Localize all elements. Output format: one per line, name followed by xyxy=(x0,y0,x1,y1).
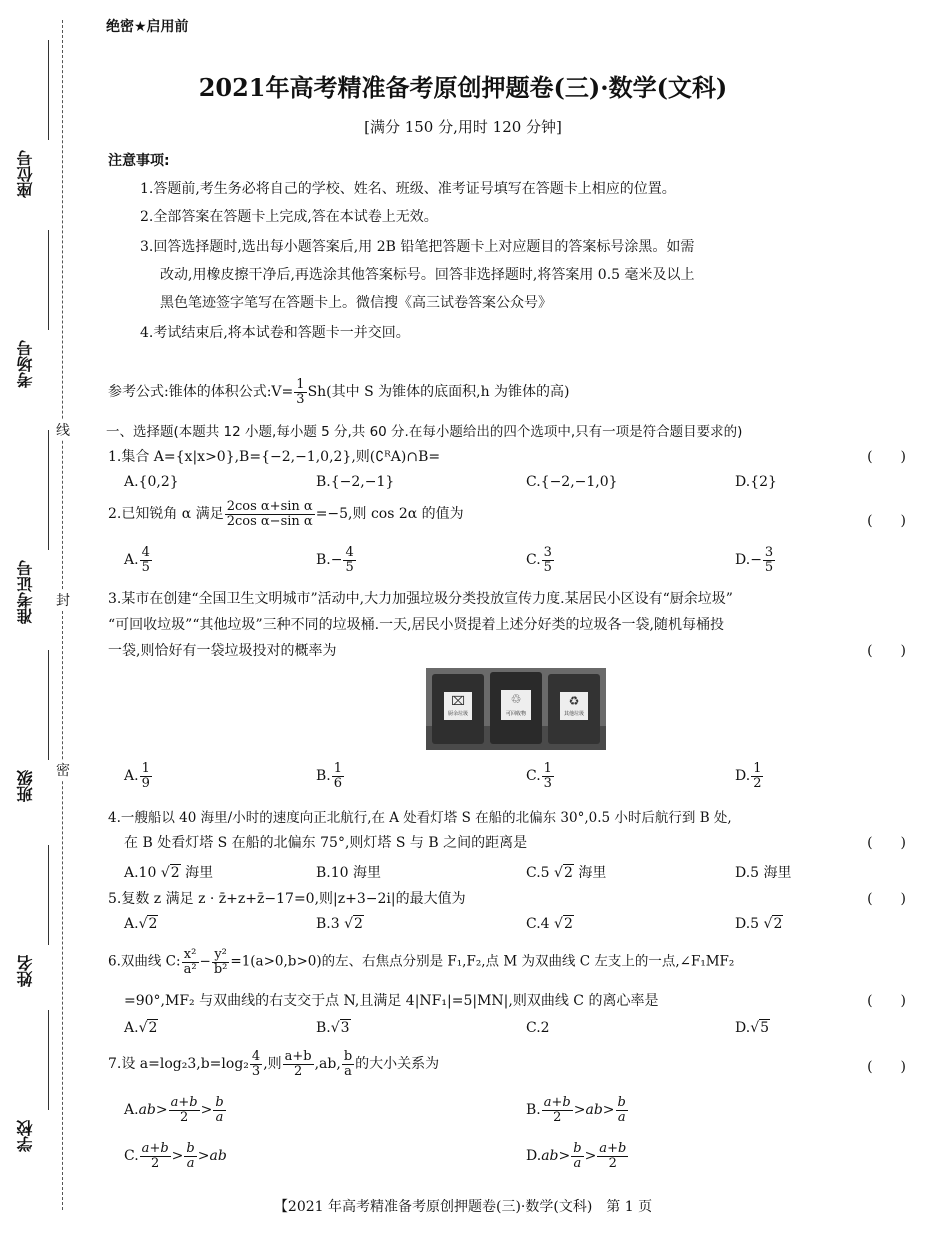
option-num: 1 xyxy=(333,761,343,776)
q3-option-d[interactable] xyxy=(735,762,764,790)
bin-recyclable xyxy=(490,672,542,744)
frac-num: 4 xyxy=(251,1049,261,1064)
admission-number-blank[interactable] xyxy=(48,430,49,550)
q3-option-b[interactable] xyxy=(316,762,345,790)
q2-fraction xyxy=(225,500,315,528)
q1-option-a[interactable]: A.{0,2} xyxy=(124,474,179,490)
option-fraction xyxy=(751,762,763,790)
formula-fraction xyxy=(294,378,306,406)
trash-bins-photo xyxy=(426,668,606,750)
option-label: D.5 xyxy=(735,916,760,932)
option-label: D. xyxy=(735,552,751,569)
bin-kitchen xyxy=(432,674,484,744)
q6-frac-y xyxy=(212,948,230,976)
q2-option-a[interactable] xyxy=(124,546,153,574)
frac-den: 2 xyxy=(293,1063,303,1079)
answer-paren[interactable]: ( ) xyxy=(867,835,906,851)
option-den: 5 xyxy=(764,559,774,575)
q5-option-c[interactable]: C.4 √2 xyxy=(526,916,573,932)
answer-paren[interactable]: ( ) xyxy=(867,643,906,659)
option-fraction xyxy=(140,546,152,574)
bin-kitchen-label: 厨余垃圾 xyxy=(447,711,468,717)
notice-item: 4.考试结束后,将本试卷和答题卡一并交回。 xyxy=(140,325,410,341)
q2-suffix: =−5,则 cos 2α 的值为 xyxy=(315,506,464,523)
option-num: 3 xyxy=(764,545,774,560)
frac-num: a+b xyxy=(284,1049,312,1064)
q7-option-d[interactable]: D.ab> $\frac{b}{a}$ > $\frac{a+b}{2}$ xyxy=(526,1141,627,1171)
seal-char-line: 线 xyxy=(56,420,70,440)
school-blank[interactable] xyxy=(48,1010,49,1110)
notice-item: 改动,用橡皮擦干净后,再选涂其他答案标号。回答非选择题时,将答案用 0.5 毫米及以上 xyxy=(160,267,695,283)
q1-option-d[interactable]: D.{2} xyxy=(735,474,777,490)
question-3-line: 一袋,则恰好有一袋垃圾投对的概率为 xyxy=(108,643,337,659)
option-label: C.5 xyxy=(526,865,550,881)
option-radicand: 2 xyxy=(148,1020,158,1036)
frac-num: b xyxy=(343,1049,353,1064)
frac-den: b² xyxy=(213,961,228,977)
option-label: B. xyxy=(316,552,331,569)
option-label: A. xyxy=(124,768,139,785)
option-num: 4 xyxy=(141,545,150,560)
q6-option-c[interactable] xyxy=(526,1020,550,1036)
q6-option-a[interactable]: A.√2 xyxy=(124,1020,158,1036)
other-waste-icon: ♻ xyxy=(568,694,580,708)
seal-char-seal: 封 xyxy=(56,590,70,610)
option-label: C. xyxy=(526,552,541,569)
question-3-line: “可回收垃圾”“其他垃圾”三种不同的垃圾桶.一天,居民小贤提着上述分好类的垃圾各一袋,随机每桶投 xyxy=(108,617,724,633)
q4-option-a[interactable]: A.10 √2 海里 xyxy=(124,865,214,881)
q1-option-b[interactable]: B.{−2,−1} xyxy=(316,474,395,490)
q7-frac-b xyxy=(250,1050,262,1078)
option-fraction xyxy=(332,762,344,790)
q7-mid: ,则 xyxy=(263,1056,282,1073)
frac-den: a xyxy=(344,1063,352,1079)
name-blank[interactable] xyxy=(48,845,49,945)
option-label: B. xyxy=(316,768,331,785)
option-radicand: 2 xyxy=(170,865,180,881)
q6-line1-suffix: =1(a>0,b>0)的左、右焦点分别是 F₁,F₂,点 M 为双曲线 C 左支上的一点,∠F₁MF₂ xyxy=(230,953,735,970)
option-unit: 海里 xyxy=(573,865,607,881)
q4-option-d[interactable] xyxy=(735,862,792,882)
option-den: 9 xyxy=(141,775,150,791)
option-label: A. xyxy=(124,1020,139,1036)
option-label: C.4 xyxy=(526,916,550,932)
option-label: B.10 海里 xyxy=(316,865,382,881)
notice-item: 3.回答选择题时,选出每小题答案后,用 2B 铅笔把答题卡上对应题目的答案标号涂黑。如需 xyxy=(140,239,695,255)
q3-option-c[interactable] xyxy=(526,762,555,790)
q7-mid2: ,ab, xyxy=(314,1056,341,1073)
question-7-stem xyxy=(108,1050,439,1078)
option-radicand: 3 xyxy=(340,1020,350,1036)
question-5-stem: 5.复数 z 满足 z · z̄+z+z̄−17=0,则|z+3−2i|的最大值为 xyxy=(108,891,466,907)
notice-heading: 注意事项: xyxy=(108,153,170,169)
page-footer: 【2021 年高考精准备考原创押题卷(三)·数学(文科) 第 1 页 xyxy=(273,1199,653,1215)
seal-char-secret: 密 xyxy=(56,760,70,780)
recycle-icon: ♲ xyxy=(510,692,522,706)
seat-number-label: 座位号 xyxy=(16,150,35,198)
option-num: 1 xyxy=(543,761,552,776)
option-den: 5 xyxy=(543,559,552,575)
q1-option-c[interactable]: C.{−2,−1,0} xyxy=(526,474,618,490)
reference-formula xyxy=(108,378,570,406)
option-sign: − xyxy=(750,552,762,569)
admission-number-label: 准考证号 xyxy=(16,560,35,624)
school-field xyxy=(14,1120,54,1240)
bin-other-sign xyxy=(560,692,588,720)
q3-option-a[interactable] xyxy=(124,762,153,790)
option-fraction xyxy=(763,546,775,574)
option-num: 1 xyxy=(141,761,150,776)
option-unit: 海里 xyxy=(180,865,214,881)
q5-option-b[interactable]: B.3 √2 xyxy=(316,916,363,932)
option-sign: − xyxy=(330,552,343,569)
formula-num: 1 xyxy=(296,377,305,392)
notice-item: 2.全部答案在答题卡上完成,答在本试卷上无效。 xyxy=(140,209,438,225)
option-fraction xyxy=(542,546,554,574)
option-label: B. xyxy=(316,1020,331,1036)
q5-option-a[interactable]: A.√2 xyxy=(124,916,158,932)
q7-option-c[interactable]: C. $\frac{a+b}{2}$ > $\frac{b}{a}$ >ab xyxy=(124,1141,227,1171)
option-den: 3 xyxy=(543,775,552,791)
q2-option-c[interactable] xyxy=(526,546,555,574)
option-label: A. xyxy=(124,552,139,569)
option-radicand: 2 xyxy=(563,916,573,932)
option-radicand: 2 xyxy=(563,865,573,881)
option-label: C. xyxy=(526,768,541,785)
exam-room-blank[interactable] xyxy=(48,230,49,330)
answer-paren[interactable]: ( ) xyxy=(867,1059,906,1075)
option-label: C.2 xyxy=(526,1020,550,1036)
notice-item: 黑色笔迹签字笔写在答题卡上。微信搜《高三试卷答案公众号》 xyxy=(160,295,552,311)
q7-option-a[interactable]: A.ab> $\frac{a+b}{2}$ > $\frac{b}{a}$ xyxy=(124,1095,224,1125)
school-label: 学校 xyxy=(16,1120,35,1152)
question-4-line: 4.一艘船以 40 海里/小时的速度向正北航行,在 A 处看灯塔 S 在船的北偏东 30°,0.5 小时后航行到 B 处, xyxy=(108,810,732,826)
name-label: 姓名 xyxy=(16,955,35,987)
q4-option-c[interactable]: C.5 √2 海里 xyxy=(526,865,607,881)
option-radicand: 5 xyxy=(760,1020,770,1036)
option-den: 5 xyxy=(345,559,354,575)
option-label: D.5 海里 xyxy=(735,865,792,881)
option-radicand: 2 xyxy=(148,916,158,932)
frac-den: 3 xyxy=(251,1063,261,1079)
question-6-line-2: =90°,MF₂ 与双曲线的右支交于点 N,且满足 4|NF₁|=5|MN|,则双曲线 C 的离心率是 xyxy=(124,993,659,1009)
bin-recyclable-sign xyxy=(501,690,531,720)
formula-suffix: Sh(其中 S 为锥体的底面积,h 为锥体的高) xyxy=(307,384,570,401)
q6-option-d[interactable]: D.√5 xyxy=(735,1020,770,1036)
question-2-stem xyxy=(108,500,464,528)
page-subtitle: [满分 150 分,用时 120 分钟] xyxy=(364,118,562,136)
option-den: 5 xyxy=(141,559,150,575)
option-fraction xyxy=(140,762,152,790)
section-heading: 一、选择题(本题共 12 小题,每小题 5 分,共 60 分.在每小题给出的四个选项中,只有一项是符合题目要求的) xyxy=(106,424,743,440)
formula-prefix: 参考公式:锥体的体积公式:V= xyxy=(108,384,294,401)
answer-paren[interactable]: ( ) xyxy=(867,449,906,465)
option-den: 6 xyxy=(333,775,343,791)
option-fraction xyxy=(542,762,554,790)
q7-frac-avg xyxy=(283,1050,314,1078)
question-1-stem: 1.集合 A={x|x>0},B={−2,−1,0,2},则(∁ᴿA)∩B= xyxy=(108,449,441,465)
frac-num: y² xyxy=(212,948,230,963)
option-label: A. xyxy=(124,916,139,932)
q7-option-b[interactable]: B. $\frac{a+b}{2}$ >ab> $\frac{b}{a}$ xyxy=(526,1095,626,1125)
q6-frac-x xyxy=(182,948,199,976)
option-label: A. xyxy=(124,1102,139,1119)
bin-other xyxy=(548,674,600,744)
option-label: A.10 xyxy=(124,865,157,881)
q2-den: 2cos α−sin α xyxy=(226,513,313,529)
option-radicand: 2 xyxy=(773,916,783,932)
option-den: 2 xyxy=(753,775,762,791)
frac-den: a² xyxy=(183,961,197,977)
binding-line xyxy=(62,20,63,1210)
formula-den: 3 xyxy=(296,391,305,407)
option-label: D. xyxy=(735,768,751,785)
option-label: B.3 xyxy=(316,916,340,932)
class-blank[interactable] xyxy=(48,650,49,760)
option-label: D. xyxy=(526,1148,542,1165)
q7-suffix: 的大小关系为 xyxy=(355,1056,440,1073)
option-label: B. xyxy=(526,1102,541,1119)
bin-kitchen-sign xyxy=(444,692,472,720)
q7-frac-ratio xyxy=(342,1050,354,1078)
bin-other-label: 其他垃圾 xyxy=(563,711,584,717)
notice-item: 1.答题前,考生务必将自己的学校、姓名、班级、准考证号填写在答题卡上相应的位置。 xyxy=(140,181,676,197)
answer-paren[interactable]: ( ) xyxy=(867,891,906,907)
option-label: D. xyxy=(735,1020,751,1036)
frac-num: x² xyxy=(182,948,199,963)
option-label: C. xyxy=(124,1148,139,1165)
answer-paren[interactable]: ( ) xyxy=(867,513,906,529)
option-num: 3 xyxy=(543,545,552,560)
answer-paren[interactable]: ( ) xyxy=(867,993,906,1009)
page-title: 2021年高考精准备考原创押题卷(三)·数学(文科) xyxy=(198,73,728,102)
confidential-label: 绝密★启用前 xyxy=(106,19,189,35)
q2-option-b[interactable] xyxy=(316,546,357,574)
q2-option-d[interactable] xyxy=(735,546,776,574)
q6-option-b[interactable]: B.√3 xyxy=(316,1020,350,1036)
option-num: 4 xyxy=(345,545,354,560)
q5-option-d[interactable]: D.5 √2 xyxy=(735,916,783,932)
q2-prefix: 2.已知锐角 α 满足 xyxy=(108,506,224,523)
question-6-line-1: 6.双曲线 C: $\frac{\text{x²}}{\text{a²}}$ − $\frac{\text{y²}}{\text{b²}}$ =1(a>0,b>0)的左、右焦点分别是 F₁,F₂,点 M 为双曲线 C 左支上的一点,∠F₁MF₂ xyxy=(108,947,735,977)
exam-room-label: 考场号 xyxy=(16,340,35,388)
question-3-line: 3.某市在创建“全国卫生文明城市”活动中,大力加强垃圾分类投放宣传力度.某居民小区设有“厨余垃圾” xyxy=(108,591,733,607)
option-num: 1 xyxy=(753,761,762,776)
q7-prefix: 7.设 a=log₂3,b=log₂ xyxy=(108,1056,249,1073)
q6-prefix: 6.双曲线 C: xyxy=(108,953,181,970)
q2-num: 2cos α+sin α xyxy=(226,499,313,514)
option-fraction xyxy=(343,546,355,574)
class-label: 班级 xyxy=(16,770,35,802)
question-4-line: 在 B 处看灯塔 S 在船的北偏东 75°,则灯塔 S 与 B 之间的距离是 xyxy=(124,835,528,851)
bin-recyclable-label: 可回收物 xyxy=(505,711,526,717)
q4-option-b[interactable] xyxy=(316,862,381,882)
option-radicand: 2 xyxy=(354,916,363,932)
kitchen-waste-icon: ⌧ xyxy=(451,694,465,708)
